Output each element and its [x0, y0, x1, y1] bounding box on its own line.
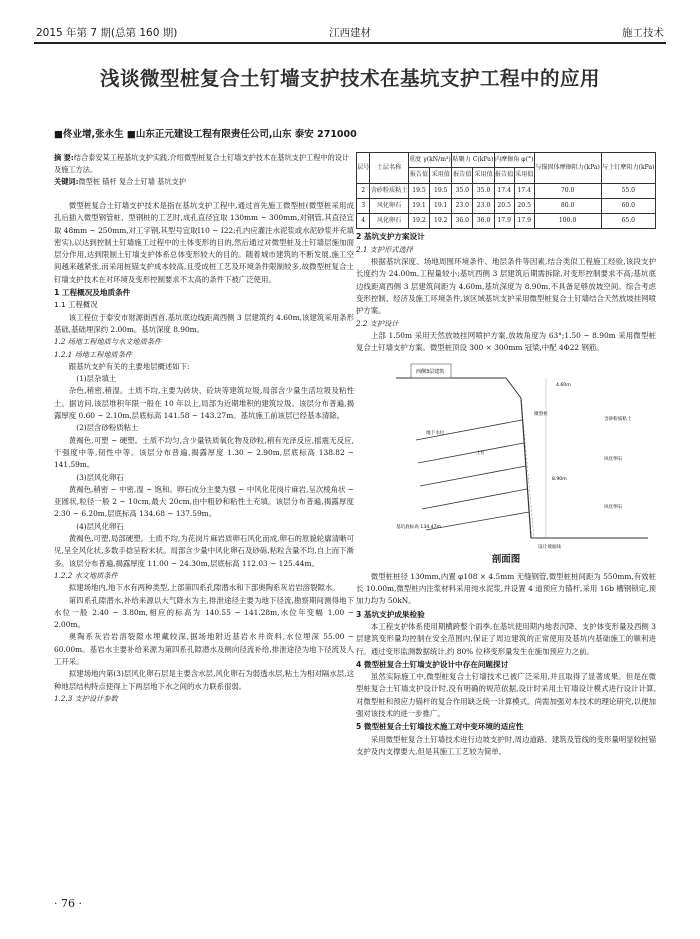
th-cohesion: 粘聚力 C(kPa): [452, 153, 495, 168]
section-4-heading: 4 微型桩复合土钉墙支护设计中存在问题探讨: [356, 659, 509, 669]
parameter-table: [356, 152, 656, 229]
table-cell: 36.0: [473, 214, 494, 229]
table-cell: 含砂粉质粘土: [370, 183, 408, 198]
th-name: 土层名称: [370, 153, 408, 184]
layer-1-text: 杂色,稍密,稍湿。土质不均,主要为砖块、砼块等建筑垃圾,局部含少量生活垃圾及粘性土。据访问,该层堆积年限一般在 10 年以上,局部为近期堆积的建筑垃圾。该层分布普遍,揭露厚度 0.60 ~ 2.10m,层底标高 141.58 ~ 143.27m。基坑施工前该层已经基本清除。: [54, 386, 354, 421]
table-cell: 17.4: [514, 183, 534, 198]
abstract-label: 摘 要:: [54, 153, 74, 162]
section-2-1-text: 根据基坑深度、场地周围环境条件、地层条件等因素,结合类似工程施工经验,该段支护长度约为 24.00m,工程量较小;基坑西侧 3 层建筑后期需拆除,对变形控制要求不高;基坑底边线距离西侧 3 层建筑间距为 4.60m,基坑深度为 8.90m,不具备足够放坡空间。综合考虑变形控制、经济及施工环境条件,该区域基坑支护采用微型桩复合土钉墙结合天然放坡挂网喷护方案。: [356, 257, 656, 316]
table-cell: 风化卵石: [370, 198, 408, 213]
th-nail: 与土钉摩阻力(kPa): [601, 153, 655, 184]
journal-name: 江西建材: [329, 27, 371, 39]
section-2-1-heading: 2.1 支护形式选择: [356, 244, 413, 254]
section-1-1-heading: 1.1 工程概况: [54, 300, 98, 310]
table-cell: 35.0: [452, 183, 473, 198]
soil-nail: [420, 466, 526, 486]
hydro-para-2: 第四系孔隙潜水,补给来源以大气降水为主,排泄途径主要为地下径流,勘察期间测得地下水位一般 2.40 ~ 3.80m,相应的标高为 140.55 ~ 141.28m,水位年变幅 1.00 ~ 2.00m。: [54, 595, 354, 630]
column-name: 施工技术: [622, 27, 664, 39]
right-column: [356, 152, 656, 758]
th-layer: 层号: [357, 153, 370, 184]
layer-4-label: 风化卵石: [604, 505, 623, 511]
abstract: [54, 152, 354, 176]
section-1-2-1-heading: 1.2.1 场地工程地质条件: [54, 349, 133, 359]
hydro-para-1: 拟建场地内,地下水有两种类型,上部第四系孔隙潜水和下部奥陶系灰岩岩溶裂隙水。: [68, 583, 340, 593]
soil-nails: [416, 420, 529, 530]
keywords: [54, 176, 354, 188]
table-cell: 80.0: [534, 198, 601, 213]
soil-nail: [418, 443, 524, 463]
soil-nail: [426, 512, 529, 530]
section-4-text: 虽然实际施工中,微型桩复合土钉墙技术已被广泛采用,并且取得了显著成果。但是在微型桩复合土钉墙支护设计时,没有明确的规范依据,设计时采用土钉墙设计模式进行设计计算,对微型桩和预应力锚杆的复合作用缺乏统一计算模式。尚需加强对本技术的理论研究,以便加强对该技术的进一步推广。: [356, 672, 656, 719]
table-cell: 2: [357, 183, 370, 198]
section-1-heading: 1 工程概况及地质条件: [54, 288, 131, 298]
table-cell: 36.0: [452, 214, 473, 229]
table-cell: 17.9: [494, 214, 514, 229]
page-number: · 76 ·: [54, 897, 82, 910]
table-cell: 17.9: [514, 214, 534, 229]
soil-nail: [416, 420, 522, 440]
abstract-block: [54, 152, 354, 188]
issue-label: 2015 年第 7 期(总第 160 期): [36, 27, 178, 39]
section-2-2-text2: 微型桩桩径 130mm,内置 φ108 × 4.5mm 无缝钢管,微型桩桩间距为 550mm,有效桩长 10.00m,微型桩内注浆材料采用纯水泥浆,并设置 4 道预应力锚杆,采用 16b 槽钢锁定,预加力均为 50kN。: [356, 571, 656, 606]
cross-section-drawing: [356, 360, 656, 552]
table-cell: 19.5: [430, 183, 452, 198]
hydro-para-4: 拟建场地内第(3)层风化卵石层是主要含水层,风化卵石为弱透水层,粘土为相对隔水层,这种地层结构特点使得上下两层地下水之间的水力联系很弱。: [54, 669, 354, 691]
table-row: [357, 183, 656, 198]
table-cell: 19.5: [408, 183, 430, 198]
table-row: [357, 214, 656, 229]
section-1-2-2-heading: 1.2.2 水文地质条件: [54, 570, 118, 580]
nail-label: 土钉: [476, 451, 486, 457]
section-3-heading: 3 基坑支护成果检验: [356, 609, 425, 619]
layer-4-text: 黄褐色,可塑,局部硬塑。土质不均,为花岗片麻岩质卵石风化而成,卵石的原貌轮廓清晰可见,呈全风化状,多数手捻呈粉末状。局部含少量中风化卵石及砂砾,粘粒含量不均,自上而下渐多。该层分布普遍,揭露厚度 11.00 ~ 24.30m,层底标高 112.03 ~ 125.44m。: [54, 534, 354, 568]
intro-paragraph: 微型桩复合土钉墙支护技术是指在基坑支护工程中,通过首先施工微型桩(微型桩采用成孔后插入微型钢管桩、型钢桩的工艺时,成孔直径宜取 130mm ~ 300mm,对钢管,其直径宜取 48mm ~ 250mm,对工字钢,其型号宜取Ⅰ10 ~ Ⅰ22;孔内应灌注水泥浆或水泥砂浆并充填密实),以达到控制土钉墙施工过程中的土体变形的目的,然后通过对微型桩及土钉墙层施加面层分作用,达到限制土钉墙支护体系总体变形较大的目的。随着城市建筑的不断发展,施工空间越来越紧张,而采用桩锚支护成本较高,且受成桩工艺及环境条件限制较多,故微型桩复合土钉墙支护技术在对环境及变形控制要求不太高的条件下被广泛使用。: [54, 201, 354, 284]
pile-line: [521, 398, 531, 538]
article-title: 浅谈微型桩复合土钉墙支护技术在基坑支护工程中的应用: [99, 67, 600, 90]
design-slope-label: 设计坡面线: [538, 545, 561, 551]
table-cell: 19.1: [408, 198, 430, 213]
th-report: 报告值: [494, 168, 514, 183]
layer-3-text: 黄褐色,稍密 ~ 中密,湿 ~ 饱和。卵石成分主要为强 ~ 中风化花岗片麻岩,呈次棱角状 ~ 亚圆状,粒径一般 2 ~ 10cm,最大 20cm,由中粗砂和粘性土充填。该层分布普遍,揭露厚度 2.30 ~ 6.20m,层底标高 134.68 ~ 137.59m。: [54, 484, 354, 519]
section-5-heading: 5 微型桩复合土钉墙技术施工对中变环境的适应性: [356, 722, 524, 732]
section-2-2-text: 上部 1.50m 采用天然放坡挂网喷护方案,放坡角度为 63°;1.50 ~ 8.90m 采用微型桩复合土钉墙支护方案。微型桩顶设 300 × 300mm 冠梁,中配 4Φ22 钢筋。: [356, 330, 656, 353]
th-adopt: 采用值: [514, 168, 534, 183]
table-cell: 20.5: [514, 198, 534, 213]
building-label: 西侧3层建筑: [416, 369, 445, 376]
th-gamma: 重度 γ(kN/m³): [408, 153, 452, 168]
table-cell: 65.0: [601, 214, 655, 229]
depth-label: 8.90m: [552, 477, 567, 483]
table-row: [357, 198, 656, 213]
layer-2-text: 黄褐色,可塑 ~ 硬塑。土质不均匀,含少量铁质氧化物及砂粒,稍有光泽反应,摇震无反应,干强度中等,韧性中等。该层分布普遍,揭露厚度 1.30 ~ 2.90m,层底标高 138.82 ~ 141.59m。: [54, 435, 354, 470]
layer-4-heading: (4)层风化卵石: [76, 521, 124, 531]
section-2-heading: 2 基坑支护方案设计: [356, 232, 425, 242]
table-cell: 19.2: [408, 214, 430, 229]
soil-nail: [422, 489, 527, 509]
section-1-2-heading: 1.2 场地工程地质与水文地质条件: [54, 337, 162, 347]
section-1-1-text: 该工程位于泰安市财源街西首,基坑底边线距离西侧 3 层建筑约 4.60m,该建筑采用条形基础,基础埋深约 2.00m。基坑深度 8.90m。: [54, 312, 354, 334]
layer-2-label: 含砂粉质粘土: [604, 417, 632, 423]
section-5-text: 采用微型桩复合土钉墙技术进行边坡支护时,周边道路、建筑及管线的变形量明显较桩锚支护及内支撑要大,但是其施工工艺较为简单,: [356, 734, 656, 756]
layer-1-heading: (1)层杂填土: [76, 374, 117, 384]
cross-section-figure: [356, 360, 656, 552]
section-1-2-3-heading: 1.2.3 支护设计参数: [54, 693, 118, 703]
table-cell: 70.0: [534, 183, 601, 198]
th-report: 报告值: [408, 168, 430, 183]
th-adopt: 采用值: [430, 168, 452, 183]
table-cell: 100.0: [534, 214, 601, 229]
spacing-label: 4.60m: [556, 383, 571, 389]
pile-label: 微型桩: [534, 412, 548, 418]
th-adopt: 采用值: [473, 168, 494, 183]
layer-3-heading: (3)层风化卵石: [76, 472, 124, 482]
table-cell: 23.0: [452, 198, 473, 213]
table-cell: 35.0: [473, 183, 494, 198]
th-report: 报告值: [452, 168, 473, 183]
table-cell: 3: [357, 198, 370, 213]
slope-top: [506, 378, 521, 398]
layer-3-label: 风化卵石: [604, 457, 623, 463]
author-line: ■佟业增,张永生 ■山东正元建设工程有限责任公司,山东 泰安 271000: [54, 129, 357, 140]
table-cell: 19.1: [430, 198, 452, 213]
section-3-text: 本工程支护体系使用期横跨整个雨季,在基坑使用期内地表沉降、支护体变形量及西侧 3 层建筑变形量均控制在安全范围内,保证了周边建筑的正常使用及基坑内基础施工的顺利进行。通过变形监测数据统计,约 80% 位移变形量发生在施加预应力之前。: [356, 621, 656, 656]
table-cell: 17.4: [494, 183, 514, 198]
abstract-text: 结合泰安某工程基坑支护实践,介绍微型桩复合土钉墙支护技术在基坑支护工程中的设计及施工方法。: [54, 153, 350, 174]
table-cell: 23.0: [473, 198, 494, 213]
section-2-2-heading: 2.2 支护设计: [356, 318, 399, 328]
layers-lead: 跟基坑支护有关的主要地层概述如下:: [68, 361, 190, 371]
layer-2-heading: (2)层含砂粉质粘土: [76, 423, 139, 433]
running-header: [34, 20, 666, 44]
table-cell: 风化卵石: [370, 214, 408, 229]
table-cell: 19.2: [430, 214, 452, 229]
table-cell: 20.5: [494, 198, 514, 213]
table-cell: 4: [357, 214, 370, 229]
design-slope-line: [521, 398, 534, 538]
th-friction: 内摩擦角 φ(°): [494, 153, 534, 168]
keywords-label: 关键词:: [54, 177, 79, 186]
th-anchor: 与锚固体摩擦阻力(kPa): [534, 153, 601, 184]
figure-caption: 剖面图: [491, 554, 521, 566]
table-cell: 55.0: [601, 183, 655, 198]
hydro-para-3: 奥陶系灰岩岩溶裂隙水埋藏较深,据场地附近基岩水井资料,水位埋深 55.00 ~ 60.00m。基岩水主要补给来源为第四系孔隙潜水及侧向径流补给,排泄途径为地下径流及人工开采。: [54, 632, 354, 666]
water-level-label: 地下水位: [426, 431, 445, 437]
left-column: [54, 200, 354, 705]
keywords-text: 微型桩 锚杆 复合土钉墙 基坑支护: [78, 177, 186, 186]
table-cell: 60.0: [601, 198, 655, 213]
base-elevation-label: 基坑底标高 134.47m: [396, 525, 441, 531]
